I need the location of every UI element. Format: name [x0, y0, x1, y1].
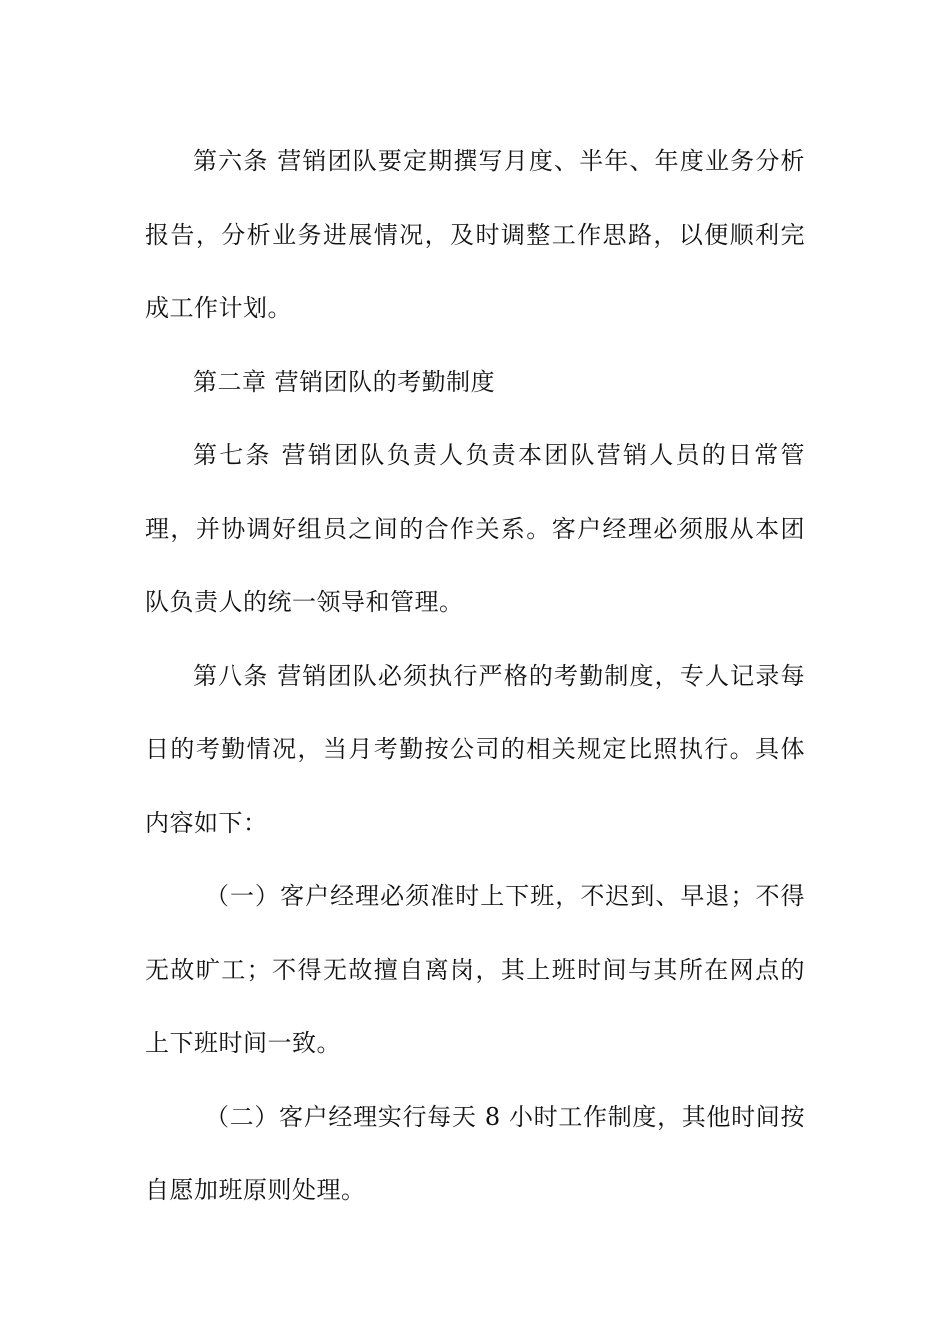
article-6-paragraph: 第六条 营销团队要定期撰写月度、半年、年度业务分析报告，分析业务进展情况，及时调整工作思路，以便顺利完成工作计划。	[145, 147, 805, 322]
document-body	[145, 125, 805, 1228]
article-8-paragraph: 第八条 营销团队必须执行严格的考勤制度，专人记录每日的考勤情况，当月考勤按公司的相关规定比照执行。具体内容如下：	[145, 661, 805, 837]
item-2-paragraph: （二）客户经理实行每天 8 小时工作制度，其他时间按自愿加班原则处理。	[145, 1102, 805, 1204]
chapter-2-heading: 第二章 营销团队的考勤制度	[193, 367, 496, 396]
article-7-paragraph: 第七条 营销团队负责人负责本团队营销人员的日常管理，并协调好组员之间的合作关系。客户经理必须服从本团队负责人的统一领导和管理。	[145, 441, 805, 616]
item-1-paragraph: （一）客户经理必须准时上下班，不迟到、早退；不得无故旷工；不得无故擅自离岗，其上班时间与其所在网点的上下班时间一致。	[145, 882, 805, 1057]
